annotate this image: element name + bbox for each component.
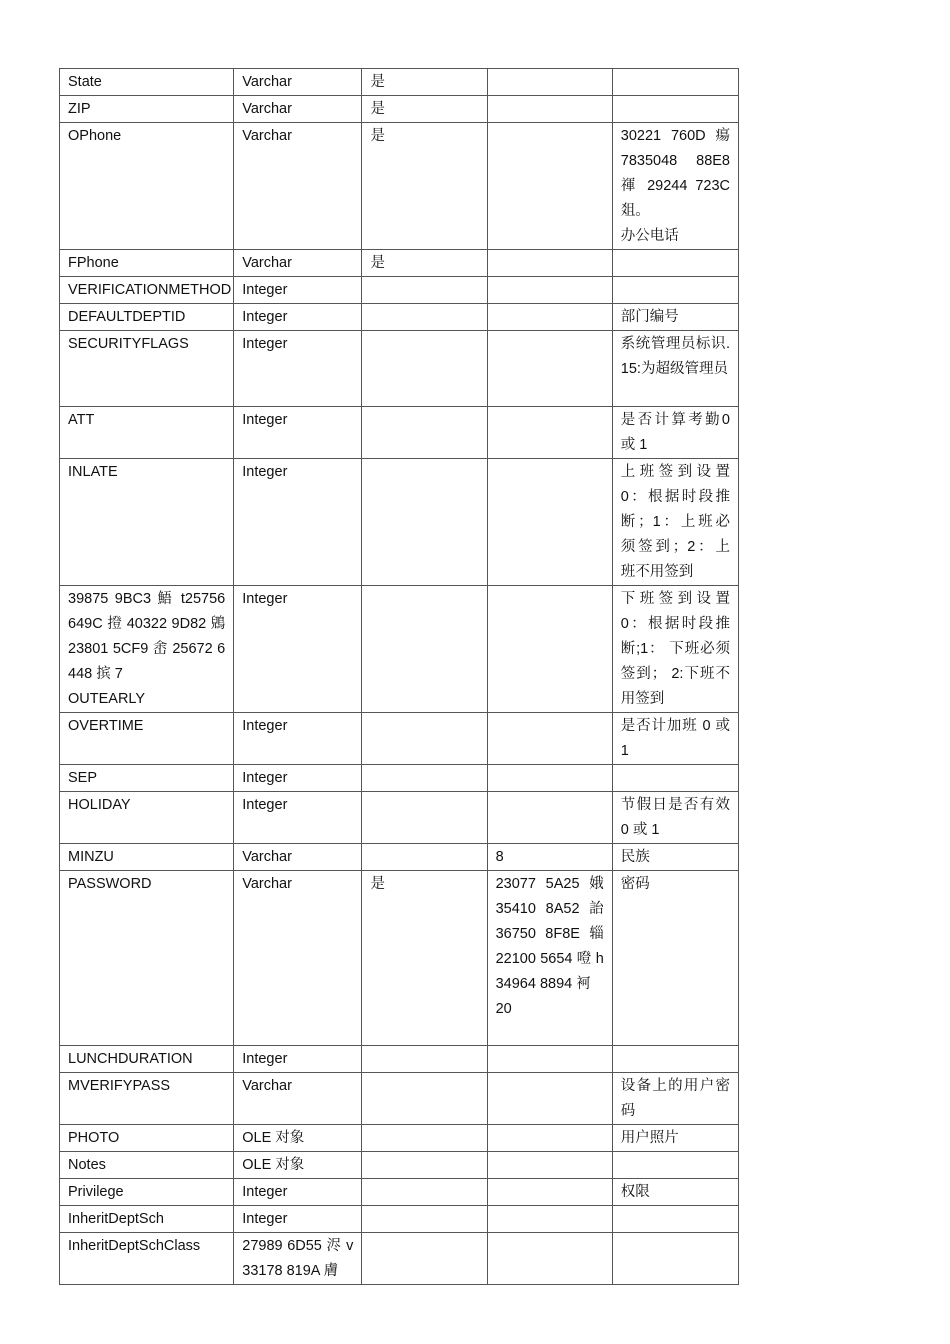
field-type-cell: Integer [234, 331, 362, 407]
nullable-cell [362, 586, 487, 713]
size-cell [487, 1046, 612, 1073]
table-row [60, 331, 739, 407]
size-cell [487, 69, 612, 96]
nullable-cell [362, 277, 487, 304]
nullable-cell: 是 [362, 871, 487, 1046]
field-name-cell: OPhone [60, 123, 234, 250]
field-type-cell: Varchar [234, 1073, 362, 1125]
nullable-cell [362, 1206, 487, 1233]
table-row [60, 69, 739, 96]
field-type-cell: Integer [234, 713, 362, 765]
table-row [60, 713, 739, 765]
size-cell [487, 304, 612, 331]
nullable-cell [362, 713, 487, 765]
table-row [60, 277, 739, 304]
nullable-cell [362, 1073, 487, 1125]
description-cell: 是否计算考勤0 或 1 [612, 407, 738, 459]
table-row [60, 1233, 739, 1285]
size-cell [487, 1152, 612, 1179]
field-name-cell: Privilege [60, 1179, 234, 1206]
size-text-2: 20 [495, 1001, 512, 1017]
nullable-cell [362, 765, 487, 792]
table-row [60, 304, 739, 331]
description-cell [612, 69, 738, 96]
size-cell: 8 [487, 844, 612, 871]
table-row [60, 459, 739, 586]
description-cell: 部门编号 [612, 304, 738, 331]
field-name-cell: FPhone [60, 250, 234, 277]
description-cell: 上班签到设置0：根据时段推断；1：上班必须签到；2：上班不用签到 [612, 459, 738, 586]
table-row [60, 1206, 739, 1233]
field-type-cell: Varchar [234, 250, 362, 277]
field-type-cell: Integer [234, 459, 362, 586]
size-text: 23077 5A25 娥 35410 8A52 詒 36750 8F8E 辎 22100 5654 噔 h34964 8894 袔 [495, 876, 604, 992]
field-name-cell: InheritDeptSchClass [60, 1233, 234, 1285]
nullable-cell: 是 [362, 69, 487, 96]
description-cell [612, 123, 738, 250]
size-cell [487, 331, 612, 407]
field-name-text: 39875 9BC3 鯃 t25756 649C 撜 40322 9D82 鶂 23801 5CF9 峹 25672 6448 摈 7 [68, 591, 226, 682]
nullable-cell [362, 1179, 487, 1206]
nullable-cell: 是 [362, 96, 487, 123]
nullable-cell [362, 1152, 487, 1179]
field-name-cell: InheritDeptSch [60, 1206, 234, 1233]
field-type-cell: Integer [234, 765, 362, 792]
nullable-cell: 是 [362, 250, 487, 277]
table-row [60, 96, 739, 123]
field-name-cell: SECURITYFLAGS [60, 331, 234, 407]
description-text-2: 办公电话 [620, 228, 679, 244]
description-cell [612, 96, 738, 123]
table-row [60, 586, 739, 713]
field-name-cell: SEP [60, 765, 234, 792]
description-cell [612, 1046, 738, 1073]
description-cell: 民族 [612, 844, 738, 871]
description-cell: 密码 [612, 871, 738, 1046]
description-cell: 是否计加班 0 或 1 [612, 713, 738, 765]
nullable-cell [362, 792, 487, 844]
description-cell [612, 277, 738, 304]
field-type-cell: Integer [234, 1179, 362, 1206]
size-cell [487, 1073, 612, 1125]
size-cell [487, 765, 612, 792]
table-row [60, 844, 739, 871]
field-type-cell: OLE 对象 [234, 1152, 362, 1179]
field-type-cell: Integer [234, 304, 362, 331]
table-row [60, 765, 739, 792]
field-type-cell: Varchar [234, 123, 362, 250]
field-name-cell: VERIFICATIONMETHOD [60, 277, 234, 304]
field-name-cell: INLATE [60, 459, 234, 586]
nullable-cell [362, 304, 487, 331]
size-cell [487, 871, 612, 1046]
size-cell [487, 459, 612, 586]
nullable-cell [362, 844, 487, 871]
field-name-cell: MINZU [60, 844, 234, 871]
field-type-cell: OLE 对象 [234, 1125, 362, 1152]
field-definition-table [59, 68, 739, 1285]
description-cell: 用户照片 [612, 1125, 738, 1152]
size-cell [487, 123, 612, 250]
size-cell [487, 96, 612, 123]
table-row [60, 1125, 739, 1152]
field-name-cell: LUNCHDURATION [60, 1046, 234, 1073]
description-cell: 节假日是否有效 0 或 1 [612, 792, 738, 844]
field-name-cell: PASSWORD [60, 871, 234, 1046]
size-cell [487, 1179, 612, 1206]
field-type-cell: Integer [234, 407, 362, 459]
field-name-cell: OVERTIME [60, 713, 234, 765]
size-cell [487, 1206, 612, 1233]
table-row [60, 407, 739, 459]
field-name-cell: ATT [60, 407, 234, 459]
table-row [60, 1152, 739, 1179]
table-row [60, 1179, 739, 1206]
field-type-cell: Integer [234, 586, 362, 713]
field-name-text-2: OUTEARLY [68, 691, 146, 707]
size-cell [487, 250, 612, 277]
field-name-cell: HOLIDAY [60, 792, 234, 844]
description-cell [612, 1233, 738, 1285]
field-type-cell: Varchar [234, 96, 362, 123]
size-cell [487, 1233, 612, 1285]
size-cell [487, 713, 612, 765]
field-name-cell: PHOTO [60, 1125, 234, 1152]
description-cell [612, 765, 738, 792]
nullable-cell [362, 1233, 487, 1285]
nullable-cell: 是 [362, 123, 487, 250]
field-type-cell: Integer [234, 1046, 362, 1073]
field-name-cell: ZIP [60, 96, 234, 123]
field-name-cell: Notes [60, 1152, 234, 1179]
table-row [60, 1046, 739, 1073]
nullable-cell [362, 407, 487, 459]
nullable-cell [362, 331, 487, 407]
description-text: 30221 760D 瘍 7835048 88E8 禈 29244 723C 爼。 [620, 128, 730, 219]
table-row [60, 871, 739, 1046]
field-name-cell [60, 586, 234, 713]
field-type-cell: Integer [234, 792, 362, 844]
field-type-cell: Varchar [234, 871, 362, 1046]
nullable-cell [362, 1125, 487, 1152]
field-type-cell: 27989 6D55 浕 v33178 819A 膚 [234, 1233, 362, 1285]
size-cell [487, 407, 612, 459]
field-name-cell: DEFAULTDEPTID [60, 304, 234, 331]
field-type-cell: Integer [234, 1206, 362, 1233]
table-row [60, 250, 739, 277]
field-name-cell: MVERIFYPASS [60, 1073, 234, 1125]
description-cell: 下班签到设置0：根据时段推断;1： 下班必须签到； 2:下班不用签到 [612, 586, 738, 713]
nullable-cell [362, 459, 487, 586]
field-type-cell: Integer [234, 277, 362, 304]
description-cell: 设备上的用户密码 [612, 1073, 738, 1125]
description-cell: 权限 [612, 1179, 738, 1206]
description-cell [612, 250, 738, 277]
field-name-cell: State [60, 69, 234, 96]
description-cell [612, 1206, 738, 1233]
size-cell [487, 586, 612, 713]
table-row [60, 792, 739, 844]
size-cell [487, 277, 612, 304]
size-cell [487, 792, 612, 844]
table-row [60, 1073, 739, 1125]
nullable-cell [362, 1046, 487, 1073]
field-type-cell: Varchar [234, 69, 362, 96]
table-row [60, 123, 739, 250]
description-cell: 系统管理员标识.15:为超级管理员 [612, 331, 738, 407]
size-cell [487, 1125, 612, 1152]
field-type-cell: Varchar [234, 844, 362, 871]
description-cell [612, 1152, 738, 1179]
